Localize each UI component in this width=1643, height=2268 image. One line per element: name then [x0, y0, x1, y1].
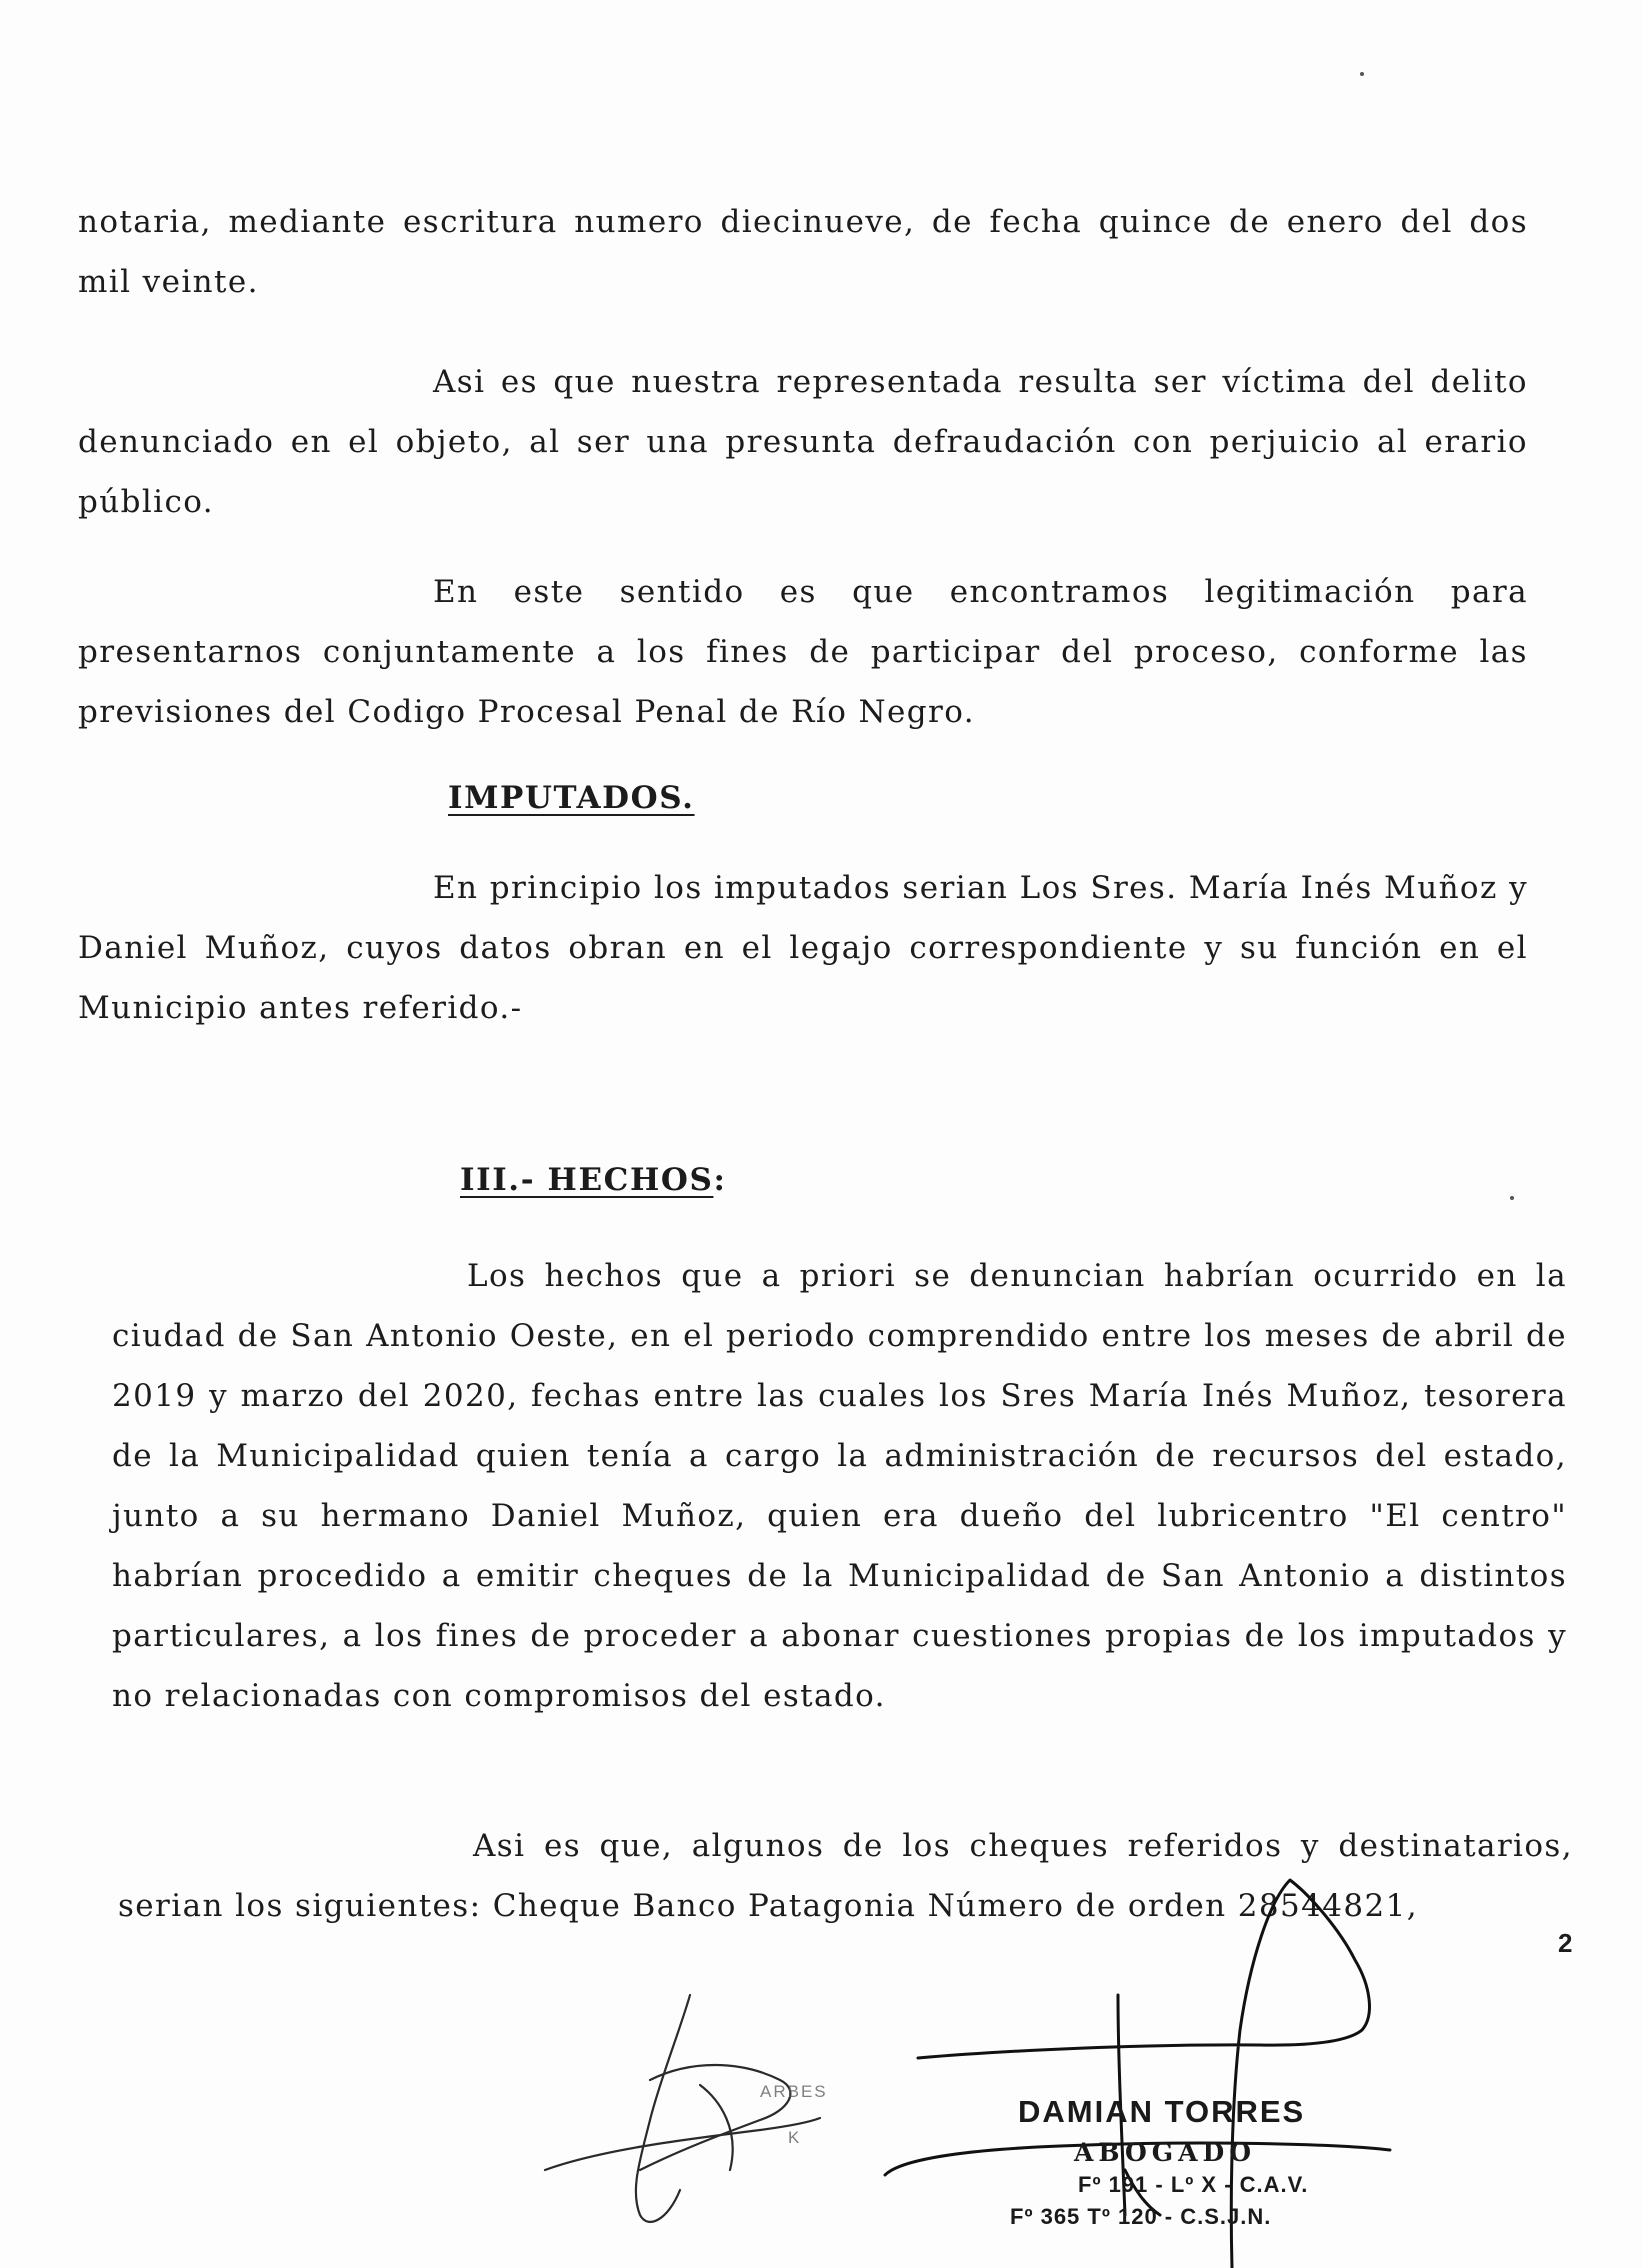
heading-hechos-colon: :	[713, 1162, 727, 1198]
stamp-lawyer-name: DAMIAN TORRES	[1018, 2094, 1306, 2129]
left-stamp-fragment-2: K	[788, 2128, 802, 2147]
scan-speck	[1360, 72, 1364, 76]
left-signature	[545, 1995, 820, 2222]
paragraph-legitimacion: En este sentido es que encontramos legitimación para presentarnos conjuntamente a los fines de participar del proceso, conforme las previsiones del Codigo Procesal Penal de Río Negro.	[78, 574, 1528, 730]
heading-hechos-text: III.- HECHOS	[460, 1162, 714, 1198]
page-number: 2	[1558, 1928, 1573, 1958]
paragraph-victima: Asi es que nuestra representada resulta ser víctima del delito denunciado en el objeto, al ser una presunta defraudación con perjuicio al erario público.	[78, 364, 1528, 520]
paragraph-cheques: Asi es que, algunos de los cheques referidos y destinatarios, serian los siguientes: Cheque Banco Patagonia Número de orden 28544821,	[118, 1828, 1573, 1924]
heading-imputados-text: IMPUTADOS.	[448, 780, 695, 816]
scan-speck	[1510, 1196, 1514, 1200]
paragraph-hechos: Los hechos que a priori se denuncian habrían ocurrido en la ciudad de San Antonio Oeste, en el periodo comprendido entre los meses de abril de 2019 y marzo del 2020, fechas entre las cuales los Sres María Inés Muñoz, tesorera de la Municipalidad quien tenía a cargo la administración de recursos del estado, junto a su hermano Daniel Muñoz, quien era dueño del lubricentro "El centro" habrían procedido a emitir cheques de la Municipalidad de San Antonio a distintos particulares, a los fines de proceder a abonar cuestiones propias de los imputados y no relacionadas con compromisos del estado.	[112, 1258, 1567, 1714]
stamp-lawyer-title: ABOGADO	[1074, 2138, 1256, 2167]
stamp-registration-1: Fº 191 - Lº X - C.A.V.	[1078, 2172, 1309, 2197]
paragraph-imputados: En principio los imputados serian Los Sres. María Inés Muñoz y Daniel Muñoz, cuyos datos obran en el legajo correspondiente y su función en el Municipio antes referido.-	[78, 870, 1528, 1026]
stamp-registration-2: Fº 365 Tº 120 - C.S.J.N.	[1010, 2204, 1272, 2229]
paragraph-notaria: notaria, mediante escritura numero diecinueve, de fecha quince de enero del dos mil veinte.	[78, 204, 1528, 300]
left-stamp-fragment-1: ARBES	[760, 2082, 828, 2101]
